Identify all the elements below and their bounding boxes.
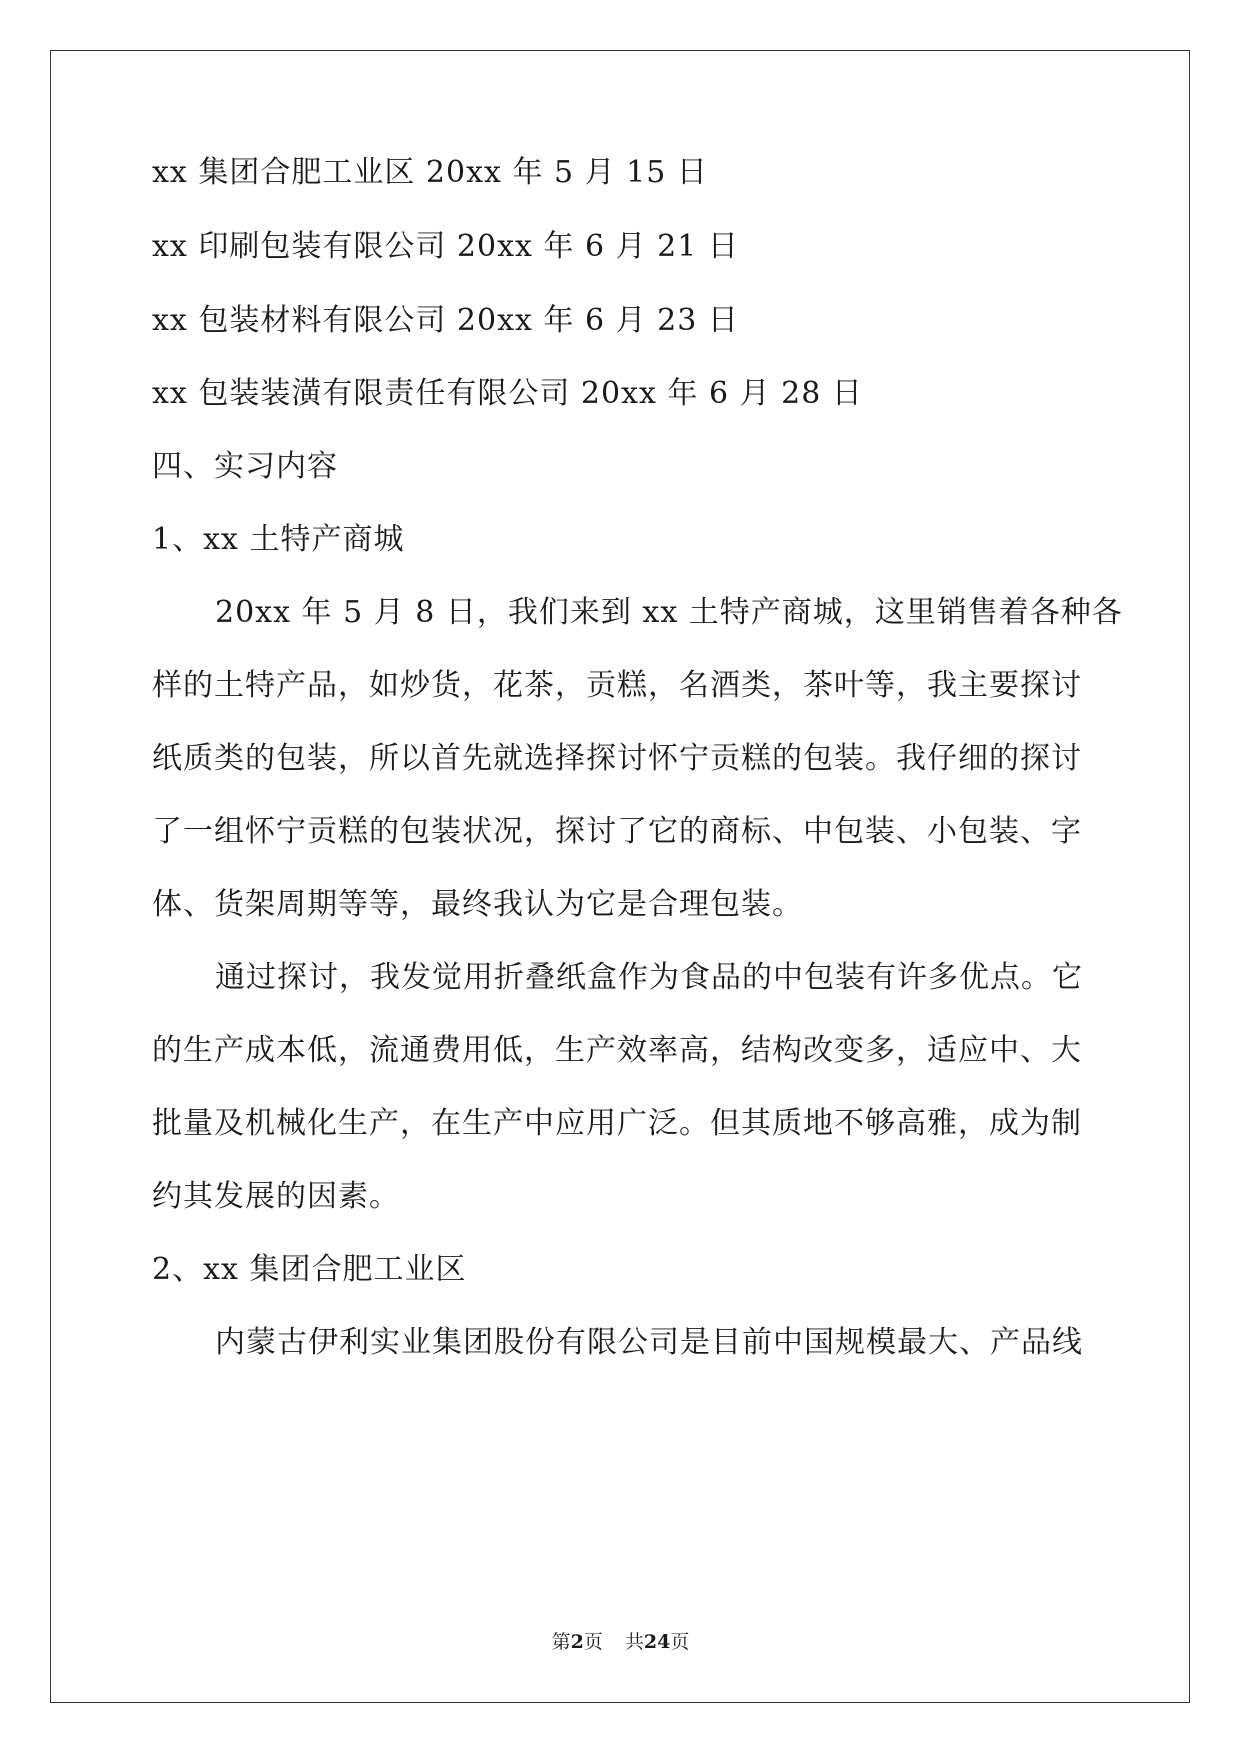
total-pages-number: 24 [643,1631,671,1653]
subsection-heading: 1、xx 土特产商城 [152,522,405,557]
paragraph-line: 纸质类的包装，所以首先就选择探讨怀宁贡糕的包装。我仔细的探讨 [152,741,1082,776]
paragraph-line: 约其发展的因素。 [152,1179,400,1214]
paragraph-line: 样的土特产品，如炒货，花茶，贡糕，名酒类，茶叶等，我主要探讨 [152,668,1082,703]
section-heading: 四、实习内容 [152,449,338,484]
paragraph-line: 体、货架周期等等，最终我认为它是合理包装。 [152,887,803,922]
paragraph-line: 通过探讨，我发觉用折叠纸盒作为食品的中包装有许多优点。它 [215,960,1083,995]
footer-prefix: 第 [551,1631,571,1653]
paragraph-line: 内蒙古伊利实业集团股份有限公司是目前中国规模最大、产品线 [215,1325,1083,1360]
schedule-line: xx 包装装潢有限责任有限公司 20xx 年 6 月 28 日 [152,376,863,411]
schedule-line: xx 印刷包装有限公司 20xx 年 6 月 21 日 [152,229,739,264]
footer-total-suffix: 页 [670,1631,690,1653]
schedule-line: xx 包装材料有限公司 20xx 年 6 月 23 日 [152,303,739,338]
footer-total-prefix: 共 [624,1631,644,1653]
subsection-heading: 2、xx 集团合肥工业区 [152,1252,467,1287]
schedule-line: xx 集团合肥工业区 20xx 年 5 月 15 日 [152,155,708,190]
page-footer [0,1630,1241,1654]
paragraph-line: 的生产成本低，流通费用低，生产效率高，结构改变多，适应中、大 [152,1033,1082,1068]
current-page-number: 2 [570,1631,584,1653]
paragraph-line: 20xx 年 5 月 8 日，我们来到 xx 土特产商城，这里销售着各种各 [215,595,1123,630]
footer-page-word: 页 [583,1631,603,1653]
paragraph-line: 了一组怀宁贡糕的包装状况，探讨了它的商标、中包装、小包装、字 [152,814,1082,849]
page-border [50,50,1190,1703]
paragraph-line: 批量及机械化生产，在生产中应用广泛。但其质地不够高雅，成为制 [152,1106,1082,1141]
